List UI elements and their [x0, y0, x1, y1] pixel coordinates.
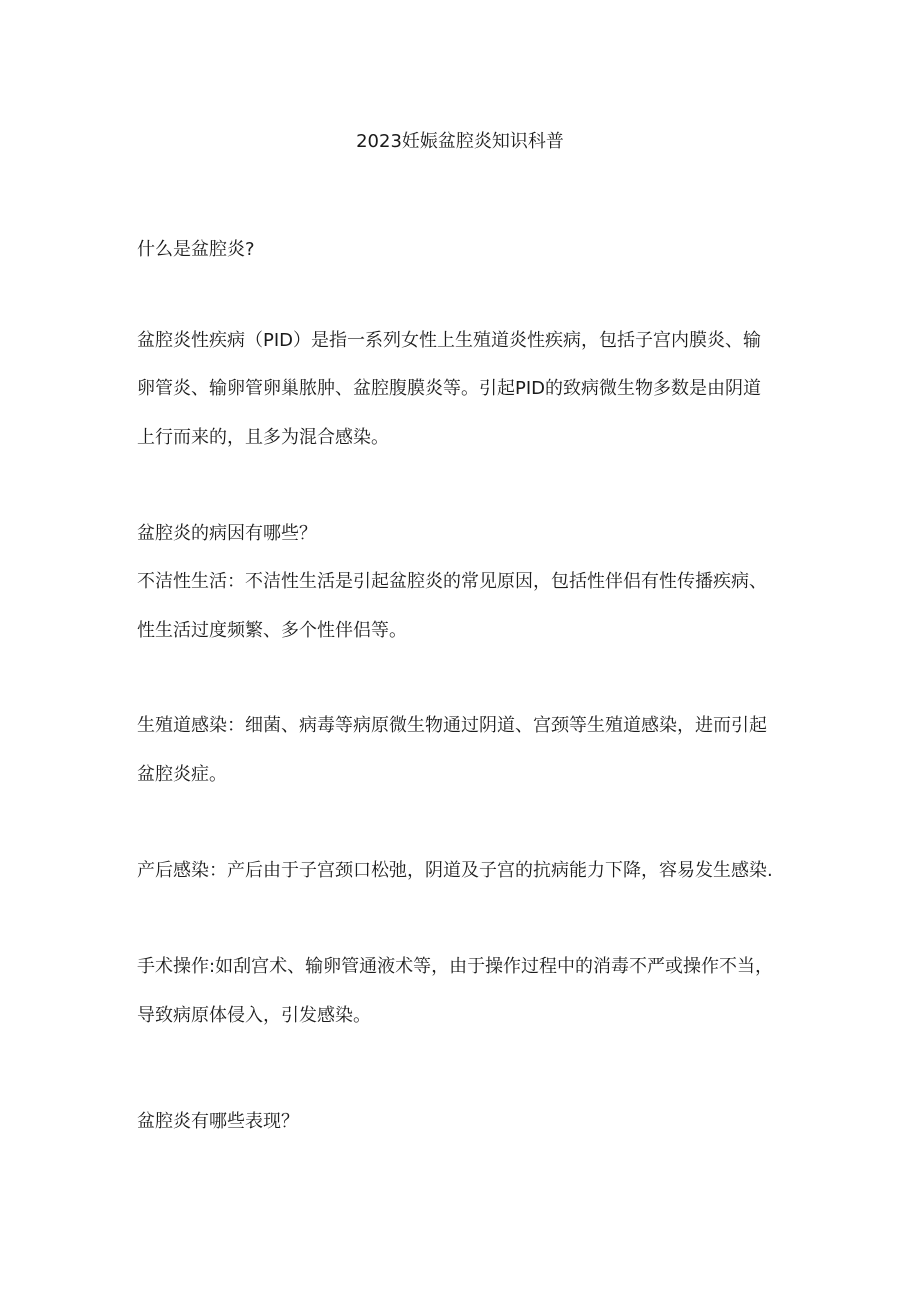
section-heading-what-is: 什么是盆腔炎?	[137, 239, 255, 260]
paragraph-line: 盆腔炎症。	[137, 764, 227, 785]
paragraph-line: 导致病原体侵入，引发感染。	[137, 1005, 371, 1026]
section-heading-causes: 盆腔炎的病因有哪些？	[137, 523, 317, 544]
paragraph-line: 上行而来的，且多为混合感染。	[137, 427, 389, 448]
paragraph-line: 性生活过度频繁、多个性伴侣等。	[137, 620, 407, 641]
paragraph-line: 生殖道感染：细菌、病毒等病原微生物通过阴道、宫颈等生殖道感染，进而引起	[137, 715, 767, 736]
section-heading-symptoms: 盆腔炎有哪些表现？	[137, 1111, 299, 1132]
paragraph-line: 手术操作:如刮宫术、输卵管通液术等，由于操作过程中的消毒不严或操作不当，	[137, 956, 774, 977]
paragraph-line: 卵管炎、输卵管卵巢脓肿、盆腔腹膜炎等。引起PID的致病微生物多数是由阴道	[137, 378, 762, 399]
paragraph-line: 产后感染：产后由于子宫颈口松弛，阴道及子宫的抗病能力下降，容易发生感染.	[137, 860, 773, 881]
paragraph-line: 不洁性生活：不洁性生活是引起盆腔炎的常见原因，包括性伴侣有性传播疾病、	[137, 571, 767, 592]
page-title: 2023妊娠盆腔炎知识科普	[356, 131, 564, 152]
paragraph-line: 盆腔炎性疾病（PID）是指一系列女性上生殖道炎性疾病，包括子宫内膜炎、输	[137, 330, 762, 351]
